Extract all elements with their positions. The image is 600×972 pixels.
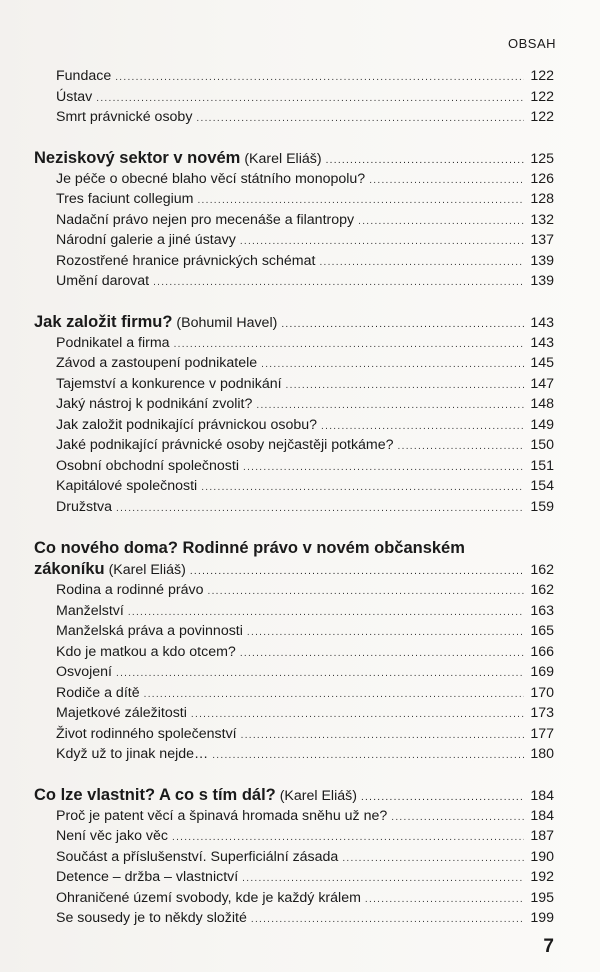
entry-title: Není věc jako věc — [56, 828, 168, 844]
toc-entry[interactable] — [56, 189, 554, 210]
entry-title: Součást a příslušenství. Superficiální zásada — [56, 848, 339, 865]
dot-leader — [190, 561, 524, 582]
section-heading[interactable] — [34, 785, 554, 806]
toc-entry[interactable] — [56, 826, 554, 847]
dot-leader — [191, 705, 524, 726]
entry-page: 190 — [530, 848, 554, 865]
dot-leader — [240, 232, 524, 253]
dot-leader — [153, 273, 524, 294]
entry-title: Manželství — [56, 602, 124, 619]
dot-leader — [172, 828, 524, 849]
running-header: OBSAH — [507, 36, 556, 51]
entry-page: 180 — [530, 746, 554, 762]
dot-leader — [281, 314, 524, 335]
toc-entry[interactable] — [56, 230, 554, 251]
section-title-line1[interactable]: Co nového doma? Rodinné právo v novém občanském — [34, 539, 465, 557]
entry-title: Fundace — [56, 68, 112, 84]
entry-page: 139 — [530, 273, 554, 289]
toc-entry[interactable] — [56, 210, 554, 231]
dot-leader — [391, 808, 524, 829]
toc-section — [34, 312, 554, 518]
entry-page: 187 — [530, 828, 554, 844]
entry-title: Rodina a rodinné právo — [56, 582, 204, 598]
toc-entry[interactable] — [56, 66, 554, 87]
toc-entry[interactable] — [56, 908, 554, 929]
entry-title: Je péče o obecné blaho věcí státního monopolu? — [56, 170, 366, 187]
dot-leader — [321, 417, 524, 438]
toc-entry[interactable] — [56, 374, 554, 395]
entry-page: 149 — [530, 416, 554, 433]
entry-title: Kdo je matkou a kdo otcem? — [56, 643, 236, 660]
toc-entry[interactable] — [56, 251, 554, 272]
entry-title: Osvojení — [56, 664, 112, 680]
toc-entry[interactable] — [56, 497, 554, 518]
section-page: 143 — [530, 314, 554, 331]
entry-page: 132 — [530, 211, 554, 228]
dot-leader — [261, 355, 524, 376]
toc-entry[interactable] — [56, 662, 554, 683]
entry-title: Jak založit podnikající právnickou osobu? — [56, 416, 318, 433]
toc-entry[interactable] — [56, 87, 554, 108]
entry-title: Jaké podnikající právnické osoby nejčastěji potkáme? — [56, 437, 394, 453]
entry-title: Majetkové záležitosti — [56, 705, 187, 721]
entry-page: 150 — [530, 437, 554, 453]
entry-page: 122 — [530, 109, 554, 125]
section-author: (Karel Eliáš) — [279, 787, 357, 804]
toc-entry[interactable] — [56, 642, 554, 663]
toc-entry[interactable] — [56, 888, 554, 909]
entry-page: 199 — [530, 910, 554, 926]
entry-title: Kapitálové společnosti — [56, 478, 198, 494]
dot-leader — [212, 746, 524, 767]
dot-leader — [174, 335, 524, 356]
entry-title: Manželská práva a povinnosti — [56, 623, 243, 639]
table-of-contents — [34, 66, 554, 929]
entry-title: Rozostřené hranice právnických schémat — [56, 252, 316, 269]
toc-entry[interactable] — [56, 683, 554, 704]
dot-leader — [201, 478, 524, 499]
toc-entry[interactable] — [56, 169, 554, 190]
toc-section — [34, 785, 554, 929]
toc-entry[interactable] — [56, 806, 554, 827]
dot-leader — [241, 726, 524, 747]
toc-entry[interactable] — [56, 435, 554, 456]
entry-page: 159 — [530, 498, 554, 515]
entry-page: 126 — [530, 170, 554, 187]
entry-page: 195 — [530, 889, 554, 906]
entry-page: 151 — [530, 457, 554, 474]
dot-leader — [326, 150, 524, 171]
toc-entry[interactable] — [56, 580, 554, 601]
toc-entry[interactable] — [56, 107, 554, 128]
dot-leader — [398, 437, 524, 458]
dot-leader — [369, 171, 524, 192]
section-title: zákoníku — [34, 560, 105, 578]
entry-title: Osobní obchodní společnosti — [56, 457, 239, 474]
entry-page: 177 — [530, 725, 554, 742]
toc-entry[interactable] — [56, 867, 554, 888]
entry-page: 163 — [530, 602, 554, 619]
entry-page: 122 — [530, 88, 554, 105]
toc-entry[interactable] — [56, 476, 554, 497]
section-author: (Bohumil Havel) — [176, 314, 278, 331]
page-number: 7 — [543, 936, 554, 957]
section-heading[interactable] — [34, 312, 554, 333]
toc-entry[interactable] — [56, 333, 554, 354]
section-author: (Karel Eliáš) — [244, 150, 322, 167]
toc-entry[interactable] — [56, 415, 554, 436]
toc-entry[interactable] — [56, 271, 554, 292]
dot-leader — [197, 191, 524, 212]
toc-entry[interactable] — [56, 601, 554, 622]
entry-title: Družstva — [56, 498, 112, 515]
entry-page: 192 — [530, 869, 554, 885]
entry-title: Detence – držba – vlastnictví — [56, 869, 239, 885]
entry-title: Ohraničené území svobody, kde je každý králem — [56, 889, 361, 906]
section-page: 162 — [530, 562, 554, 578]
toc-entry[interactable] — [56, 353, 554, 374]
dot-leader — [144, 685, 524, 706]
toc-entry[interactable] — [56, 621, 554, 642]
entry-title: Když už to jinak nejde… — [56, 746, 209, 762]
dot-leader — [116, 664, 524, 685]
section-heading[interactable] — [34, 559, 554, 580]
toc-section — [34, 66, 554, 128]
toc-entry[interactable] — [56, 703, 554, 724]
dot-leader — [196, 109, 524, 130]
entry-page: 170 — [530, 684, 554, 701]
entry-page: 154 — [530, 478, 554, 494]
toc-entry[interactable] — [56, 456, 554, 477]
toc-entry[interactable] — [56, 744, 554, 765]
section-title: Jak založit firmu? — [34, 312, 173, 331]
entry-page: 184 — [530, 807, 554, 824]
dot-leader — [240, 644, 524, 665]
entry-title: Tajemství a konkurence v podnikání — [56, 375, 282, 392]
entry-title: Život rodinného společenství — [56, 725, 237, 742]
entry-page: 166 — [530, 643, 554, 660]
entry-page: 128 — [530, 191, 554, 207]
toc-entry[interactable] — [56, 724, 554, 745]
entry-page: 169 — [530, 664, 554, 680]
dot-leader — [115, 68, 524, 89]
dot-leader — [128, 603, 524, 624]
section-page: 125 — [530, 150, 554, 167]
section-title: Co lze vlastnit? A co s tím dál? — [34, 785, 276, 804]
entry-title: Smrt právnické osoby — [56, 109, 193, 125]
dot-leader — [256, 396, 524, 417]
entry-title: Tres faciunt collegium — [56, 191, 194, 207]
dot-leader — [342, 849, 524, 870]
entry-page: 173 — [530, 705, 554, 721]
entry-title: Národní galerie a jiné ústavy — [56, 232, 236, 248]
dot-leader — [286, 376, 524, 397]
entry-page: 143 — [530, 334, 554, 351]
entry-page: 148 — [530, 396, 554, 412]
toc-section — [34, 537, 554, 765]
section-heading[interactable] — [34, 148, 554, 169]
entry-title: Ústav — [56, 88, 93, 105]
entry-title: Umění darovat — [56, 273, 150, 289]
entry-page: 145 — [530, 355, 554, 371]
section-title: Neziskový sektor v novém — [34, 148, 241, 167]
entry-title: Závod a zastoupení podnikatele — [56, 355, 258, 371]
dot-leader — [365, 890, 524, 911]
entry-page: 139 — [530, 252, 554, 269]
entry-title: Proč je patent věcí a špinavá hromada sněhu už ne? — [56, 807, 388, 824]
section-author: (Karel Eliáš) — [108, 562, 186, 578]
entry-page: 137 — [530, 232, 554, 248]
dot-leader — [251, 910, 524, 931]
entry-title: Se sousedy je to někdy složité — [56, 910, 247, 926]
entry-title: Podnikatel a firma — [56, 334, 170, 351]
toc-section — [34, 148, 554, 292]
dot-leader — [208, 582, 525, 603]
entry-title: Nadační právo nejen pro mecenáše a filantropy — [56, 211, 355, 228]
dot-leader — [358, 212, 524, 233]
toc-entry[interactable] — [56, 394, 554, 415]
entry-title: Jaký nástroj k podnikání zvolit? — [56, 396, 253, 412]
dot-leader — [96, 89, 524, 110]
entry-page: 122 — [530, 68, 554, 84]
dot-leader — [361, 787, 524, 808]
section-page: 184 — [530, 787, 554, 804]
dot-leader — [243, 458, 524, 479]
entry-page: 162 — [530, 582, 554, 598]
toc-entry[interactable] — [56, 847, 554, 868]
dot-leader — [116, 499, 524, 520]
entry-page: 147 — [530, 375, 554, 392]
entry-title: Rodiče a dítě — [56, 684, 140, 701]
dot-leader — [242, 869, 524, 890]
dot-leader — [319, 253, 524, 274]
entry-page: 165 — [530, 623, 554, 639]
dot-leader — [247, 623, 524, 644]
